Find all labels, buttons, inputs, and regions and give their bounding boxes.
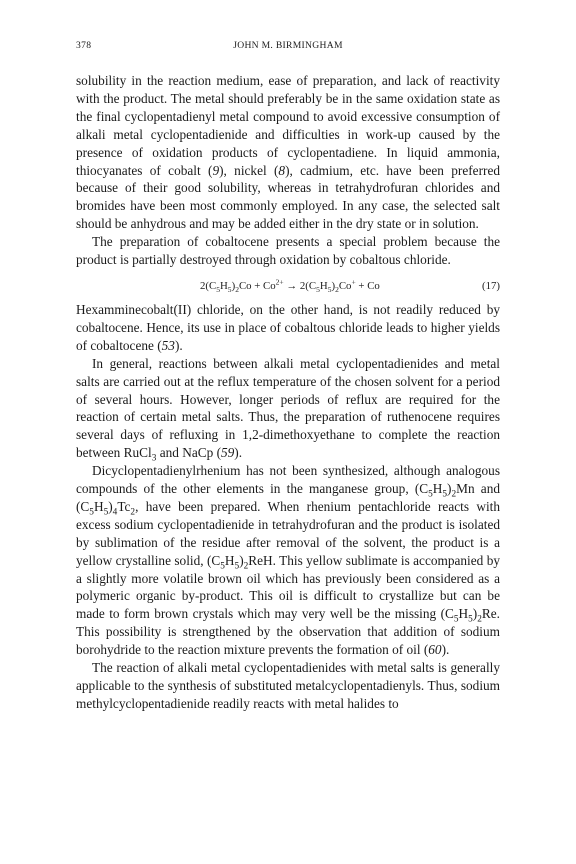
page-header: [76, 40, 500, 54]
paragraph-5: Dicyclopentadienylrhenium has not been synthesized, although analogous compounds of the other elements in the manganese group, $(C_5H_5)_2Mn$ and $(C_5H_5)_4Tc_2$, have been prepared. When rhenium pentachloride reacts with excess sodium cyclopentadienide in tetrahydrofuran and the product is isolated by sublimation of the residue after removal of the solvent, the product is a yellow crystalline solid, $(C_5H_5)_2ReH$. This yellow sublimate is accompanied by a slightly more volatile brown oil which has previously been considered as a polymeric organic by-product. This oil is difficult to crystallize but can be made to form brown crystals which may very well be the missing $(C_5H_5)_2Re$. This possibility is strengthened by the observation that addition of sodium borohydride to the reaction mixture prevents the formation of oil (60).: [76, 463, 500, 658]
paragraph-1: solubility in the reaction medium, ease of preparation, and lack of reactivity with the product. The metal should preferably be in the same oxidation state as the final cyclopentadienyl metal compound to avoid excessive consumption of alkali metal cyclopentadienide and difficulties in work-up caused by the presence of oxidation products of cyclopentadiene. In liquid ammonia, thiocyanates of cobalt (9), nickel (8), cadmium, etc. have been preferred because of their good solubility, whereas in tetrahydrofuran chlorides and bromides have been most commonly employed. In any case, the selected salt should be anhydrous and may be added either in the dry state or in solution.: [76, 73, 500, 232]
citation: 8: [278, 162, 286, 178]
paragraph-3: Hexamminecobalt(II) chloride, on the other hand, is not readily reduced by cobaltocene. Hence, its use in place of cobaltous chloride leads to higher yields of cobaltocene (53).: [76, 301, 500, 353]
equation-17: [76, 275, 500, 295]
citation: 60: [428, 642, 442, 658]
citation: 9: [212, 162, 220, 178]
paragraph-6: The reaction of alkali metal cyclopentadienides with metal salts is generally applicable to the synthesis of substituted metalcyclopentadienyls. Thus, sodium methylcyclopentadienide readily reacts with metal halides to: [76, 660, 500, 711]
equation-number: (17): [482, 279, 500, 292]
running-head: JOHN M. BIRMINGHAM: [233, 40, 343, 51]
citation: 59: [221, 445, 235, 461]
page-number: 378: [76, 40, 92, 51]
body-text: [76, 72, 500, 713]
citation: 53: [161, 337, 175, 353]
equation-body: $2(C_5H_5)_2Co + Co^{2+} \to 2(C_5H_5)_2Co^+ + Co$: [200, 277, 380, 295]
paragraph-2: The preparation of cobaltocene presents a special problem because the product is partially destroyed through oxidation by cobaltous chloride.: [76, 234, 500, 268]
paragraph-4: In general, reactions between alkali metal cyclopentadienides and metal salts are carried out at the reflux temperature of the chosen solvent for a period of several hours. However, longer periods of reflux are required for the reaction of certain metal salts. Thus, the preparation of ruthenocene requires several days of refluxing in 1,2-dimethoxyethane to complete the reaction between RuCl$_3$ and NaCp (59).: [76, 355, 500, 464]
